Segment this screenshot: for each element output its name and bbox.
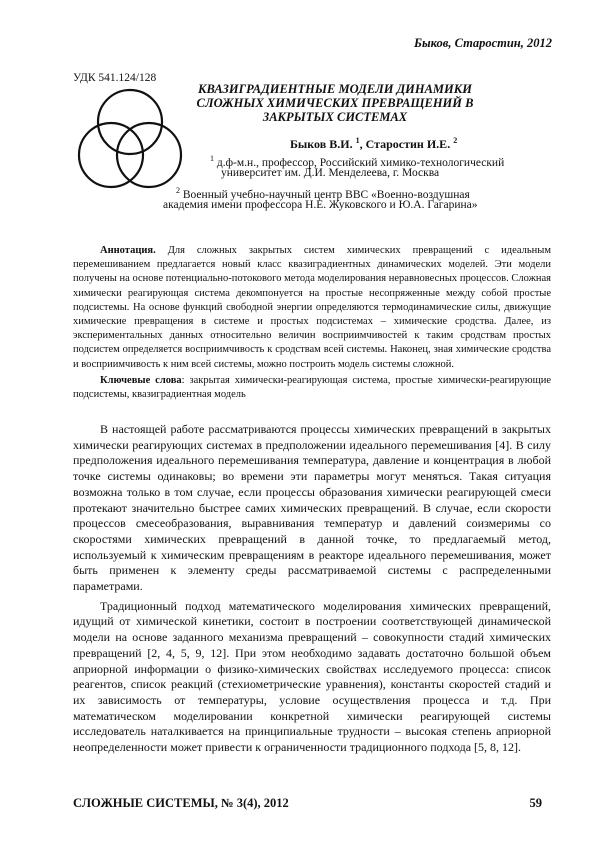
affiliation-text: д.ф-м.н., профессор, Российский химико-технологический	[216, 156, 505, 169]
affiliation-2-line-2: академия имени профессора Н.Е. Жуковского и Ю.А. Гагарина»	[163, 199, 478, 211]
abstract-paragraph	[73, 244, 551, 372]
article-title	[180, 82, 490, 124]
affiliation-mark: 1	[210, 154, 214, 163]
abstract	[73, 244, 551, 402]
author-separator: ,	[359, 137, 366, 151]
body-paragraph: В настоящей работе рассматриваются процессы химических превращений в закрытых химически реагирующих системах в предположении идеального перемешивания [4]. В силу предположения идеального перемешивания температура, давление и концентрация в любой точке системы одинаковы; во времени эти параметры могут меняться. Такая ситуация возможна только в том случае, если процессы образования химически реагирующей смеси протекают значительно быстрее самих химических превращений. В случае, если скорости процессов смесеобразования, выравнивания температур и давлений соизмеримы со скоростями химических превращений в данной точке, то предлагаемый метод, используемый к химическим превращениям в реакторе идеального перемешивания, может быть применен к элементу среды рассматриваемой системы с распределенными параметрами.	[73, 422, 551, 594]
affiliation-1-line-2: университет им. Д.И. Менделеева, г. Москва	[221, 167, 440, 179]
journal-footer: СЛОЖНЫЕ СИСТЕМЫ, № 3(4), 2012	[73, 796, 289, 810]
keywords-paragraph	[73, 374, 551, 402]
abstract-text: Для сложных закрытых систем химических превращений с идеальным перемешиванием предлагается новый класс квазиградиентных динамических моделей. Эти модели получены на основе потенциально-потокового метода моделирования неравновесных процессов. Сложная химически реагирующая система декомпонуется на простые несопряженные между собой простые подсистемы. На основе функций свободной энергии определяются термодинамические силы, движущие химические превращения в системе и простых подсистемах – химические сродства. Далее, из экспериментальных данных относительно величин восприимчивостей к таким сродствам простых подсистем определяется восприимчивость к сродствам всей системы. Наконец, зная химические сродства и восприимчивость к ним всей системы, можно построить модель системы сложной.	[73, 245, 551, 370]
keywords-text: : закрытая химически-реагирующая система, простые химически-реагирующие подсистемы, квазиградиентная модель	[73, 374, 551, 401]
title-line: КВАЗИГРАДИЕНТНЫЕ МОДЕЛИ ДИНАМИКИ	[198, 82, 472, 96]
title-line: ЗАКРЫТЫХ СИСТЕМАХ	[262, 110, 408, 124]
author-name: Быков В.И.	[290, 137, 353, 151]
running-head: Быков, Старостин, 2012	[414, 36, 552, 50]
author-name: Старостин И.Е.	[365, 137, 451, 151]
author-footnote-mark: 1	[355, 136, 360, 145]
affiliation-text: Военный учебно-научный центр ВВС «Военно-воздушная	[182, 188, 470, 201]
author-footnote-mark: 2	[453, 136, 458, 145]
journal-logo	[70, 80, 190, 200]
article-body	[73, 422, 551, 760]
keywords-label: Ключевые слова	[100, 374, 182, 386]
author-list	[290, 136, 457, 152]
title-line: СЛОЖНЫХ ХИМИЧЕСКИХ ПРЕВРАЩЕНИЙ В	[196, 96, 474, 110]
udk-code: УДК 541.124/128	[73, 72, 157, 84]
abstract-label: Аннотация.	[100, 245, 156, 256]
page-number: 59	[529, 796, 542, 810]
body-paragraph: Традиционный подход математического моделирования химических превращений, идущий от химической кинетики, состоит в построении соответствующей динамической модели на основе заданного механизма превращений – совокупности стадий химических превращений [2, 4, 5, 9, 12]. При этом необходимо задавать достаточно большой объем априорной информации о физико-химических свойствах исследуемого процесса: список реагентов, список реакций (стехиометрические уравнения), константы скоростей стадий и их зависимость от температуры, условие осуществления процесса и т.д. При математическом моделировании конкретной химически реагирующей системы исследователь наталкивается на принципиальные трудности – высокая степень априорной неопределенности может привести к ограниченности традиционного подхода [5, 8, 12].	[73, 598, 551, 755]
affiliation-mark: 2	[176, 186, 180, 195]
